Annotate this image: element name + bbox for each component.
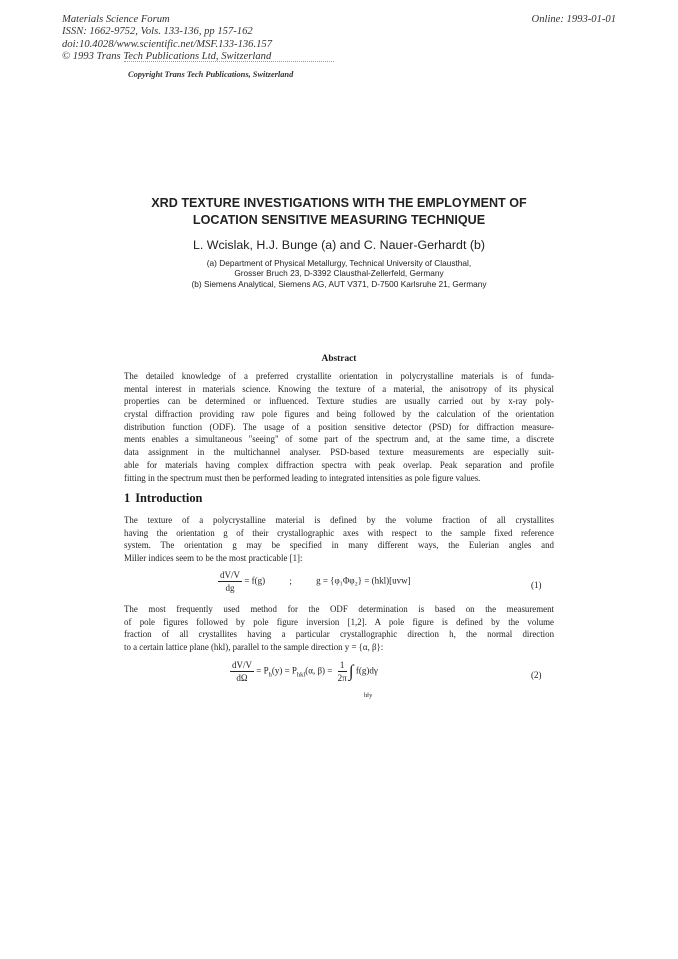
eq2-prefactor (338, 660, 347, 683)
equation-1 (218, 570, 411, 593)
body-line: Miller indices seem to be the most practicable [1]: (124, 553, 303, 564)
abstract-line: fitting in the spectrum must then be performed leading to integrated intensities as pole figure values. (124, 472, 481, 483)
abstract-line: able for materials having complex diffraction spectra with peak overlap. Peak separation and profile (124, 459, 554, 470)
journal-doi[interactable]: doi:10.4028/www.scientific.net/MSF.133-136.157 (62, 38, 272, 50)
body-line: The most frequently used method for the ODF determination is based on the measurement (124, 604, 554, 614)
abstract-body (124, 370, 554, 484)
eq2-numerator: dV/V (232, 660, 252, 670)
copyright-line: Copyright Trans Tech Publications, Switzerland (128, 70, 294, 79)
abstract-line: mental interest in materials science. Knowing the texture of a material, the anisotropy of its physical (124, 383, 554, 394)
body-line: system. The orientation g may be specified in many different ways, the Eulerian angles and (124, 540, 554, 551)
affiliation-b: (b) Siemens Analytical, Siemens AG, AUT V371, D-7500 Karlsruhe 21, Germany (191, 279, 487, 289)
eq2-integration-domain: h‖y (364, 692, 373, 699)
journal-name: Materials Science Forum (62, 14, 170, 25)
eq1-numerator: dV/V (220, 570, 240, 580)
body-line: fraction of all crystallites having a particular crystallographic direction h, the normal direction (124, 629, 554, 640)
ghost-divider (124, 61, 334, 63)
eq2-term-angles: (α, β) = (305, 665, 333, 676)
affiliation-a-line-1: (a) Department of Physical Metallurgy, Technical University of Clausthal, (206, 258, 472, 268)
abstract-line: distribution function (ODF). The usage of a position sensitive detector (PSD) for diffraction measure- (124, 421, 554, 432)
equation-2-number: (2) (531, 670, 542, 680)
eq2-term-p: = P (256, 665, 269, 676)
abstract-line: ments enables a simultaneous "seeing" of some part of the spectrum and, at the same time, a discrete (124, 434, 554, 445)
intro-paragraph-2 (124, 603, 554, 654)
eq2-denominator: dΩ (236, 673, 248, 683)
section-heading (124, 491, 202, 506)
eq1-rhs1: = f(g) (244, 575, 266, 586)
abstract-heading: Abstract (321, 354, 357, 364)
eq1-separator: ; (289, 575, 292, 586)
section-title: Introduction (135, 491, 203, 505)
section-number: 1 (124, 491, 131, 505)
title-line-2: LOCATION SENSITIVE MEASURING TECHNIQUE (192, 212, 486, 227)
eq2-sub-hkl: hkl (296, 671, 306, 679)
eq2-integrand: f(g)dγ (355, 665, 378, 676)
eq1-rhs2: g = {φ₁Φφ₂} = (hkl)[uvw] (316, 575, 411, 586)
integral-sign: ∫ (348, 661, 354, 681)
affiliation-a-line-2: Grosser Bruch 23, D-3392 Clausthal-Zellerfeld, Germany (234, 268, 444, 278)
title-line-1: XRD TEXTURE INVESTIGATIONS WITH THE EMPLOYMENT OF (151, 196, 527, 210)
eq1-denominator: dg (225, 583, 235, 593)
authors: L. Wcislak, H.J. Bunge (a) and C. Nauer-Gerhardt (b) (193, 238, 485, 252)
journal-issn: ISSN: 1662-9752, Vols. 133-136, pp 157-162 (62, 26, 253, 38)
eq2-sub-h: h (268, 671, 272, 679)
abstract-line: crystal diffraction providing raw pole figures and being followed by the calculation of the orientation (124, 409, 554, 420)
abstract-line: properties can be determined or influenced. Texture studies are usually carried out by x-ray poly- (124, 396, 554, 407)
body-line: of pole figures followed by pole figure inversion [1,2]. A pole figure is defined by the volume (124, 616, 554, 627)
abstract-line: The detailed knowledge of a preferred crystallite orientation in polycrystalline materials is of funda- (124, 371, 554, 381)
abstract-line: data assignment in the multichannel analyser. PSD-based texture measurements are especially suit- (124, 447, 554, 458)
eq2-prefactor-num: 1 (338, 660, 347, 672)
intro-paragraph-1 (124, 514, 554, 565)
body-line: The texture of a polycrystalline material is defined by the volume fraction of all crystallites (124, 515, 554, 525)
equation-2 (230, 660, 378, 683)
journal-copyright: © 1993 Trans Tech Publications Ltd, Switzerland (62, 51, 272, 63)
eq2-fraction (230, 660, 254, 683)
paper-title (60, 195, 618, 228)
eq1-fraction (218, 570, 242, 593)
online-date: Online: 1993-01-01 (531, 14, 616, 25)
eq2-term-py: (y) = P (271, 665, 297, 676)
body-line: to a certain lattice plane (hkl), parallel to the sample direction y = {α, β}: (124, 642, 384, 653)
journal-header (62, 14, 272, 64)
eq2-prefactor-den: 2π (337, 673, 347, 683)
body-line: having the orientation g of their crystallographic axes with respect to the sample fixed reference (124, 527, 554, 538)
equation-1-number: (1) (531, 580, 542, 590)
